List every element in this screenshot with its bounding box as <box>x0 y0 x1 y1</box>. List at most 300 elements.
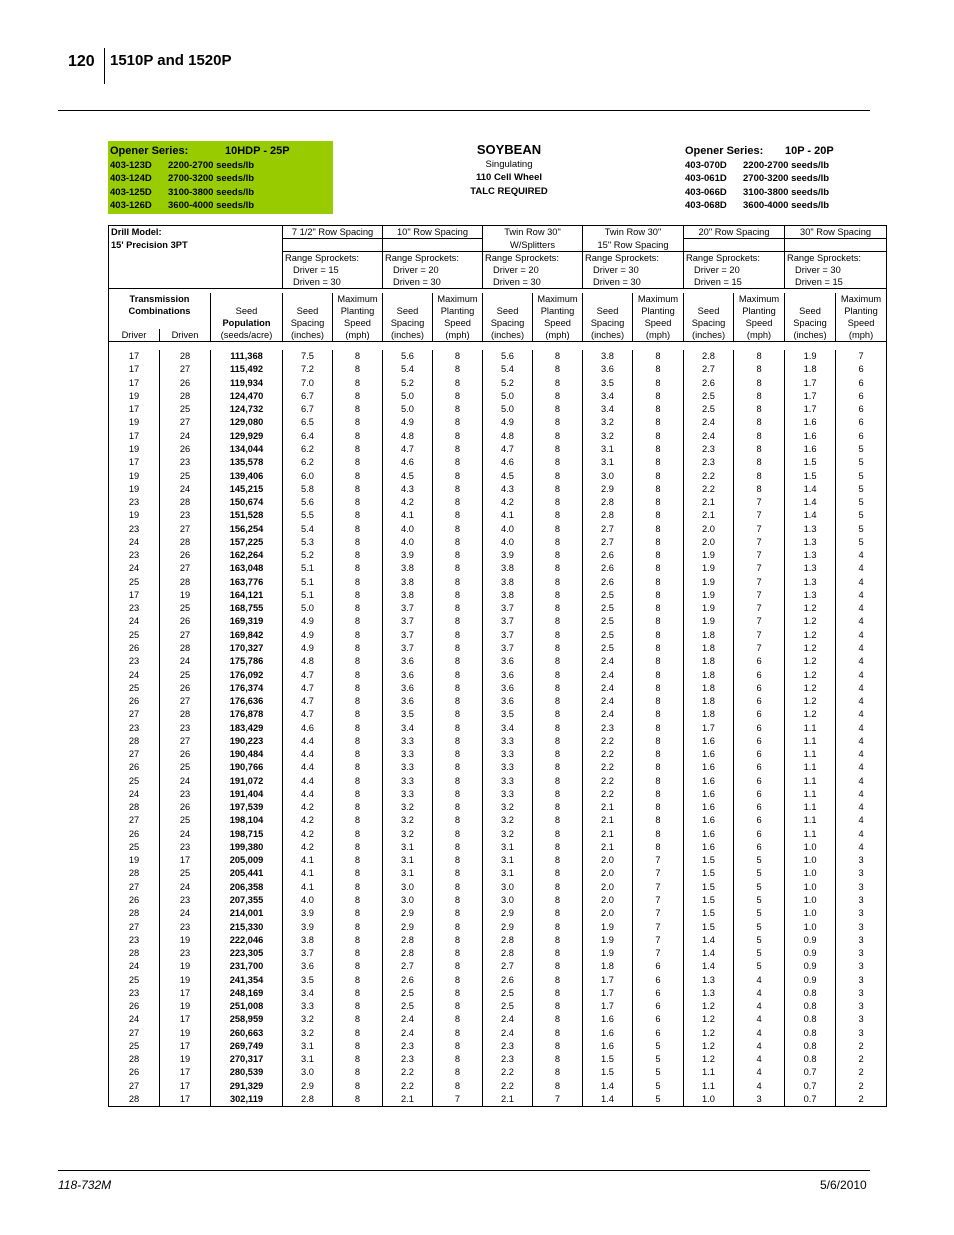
table-cell: 28 <box>109 946 160 959</box>
table-cell: 8 <box>734 482 785 495</box>
table-cell: 4.1 <box>483 509 533 522</box>
table-cell: 3.8 <box>483 562 533 575</box>
table-cell: 2.1 <box>684 495 734 508</box>
table-cell: 3.2 <box>583 416 633 429</box>
table-cell: 3.5 <box>383 708 433 721</box>
seed-population-cell: 231,700 <box>211 960 283 973</box>
table-cell: 8 <box>433 350 483 363</box>
right-part: 403-068D <box>685 199 727 211</box>
table-cell: 1.5 <box>684 880 734 893</box>
table-cell: 8 <box>433 495 483 508</box>
table-cell: 1.0 <box>684 1092 734 1106</box>
table-cell: 2.4 <box>684 416 734 429</box>
table-cell: 1.8 <box>684 708 734 721</box>
page-number: 120 <box>68 53 95 70</box>
table-cell: 5 <box>836 535 887 548</box>
table-row <box>109 509 887 522</box>
table-cell: 8 <box>333 946 383 959</box>
table-cell: 8 <box>333 960 383 973</box>
table-cell: 2.7 <box>684 363 734 376</box>
table-cell: 4 <box>734 973 785 986</box>
seed-population-cell: 111,368 <box>211 350 283 363</box>
seed-spacing-header: Seed <box>785 305 836 317</box>
seed-population-cell: 115,492 <box>211 363 283 376</box>
table-cell: 27 <box>109 1079 160 1092</box>
seed-population-cell: 223,305 <box>211 946 283 959</box>
table-cell: 3.1 <box>483 867 533 880</box>
table-cell: 1.7 <box>785 376 836 389</box>
table-cell: 25 <box>109 973 160 986</box>
table-cell: 24 <box>109 668 160 681</box>
table-cell: 8 <box>333 522 383 535</box>
table-cell: 6 <box>836 389 887 402</box>
table-cell: 8 <box>533 469 583 482</box>
table-cell: 8 <box>433 774 483 787</box>
table-cell: 1.6 <box>684 840 734 853</box>
table-cell: 1.1 <box>785 721 836 734</box>
table-cell: 19 <box>109 469 160 482</box>
left-desc: 3600-4000 seeds/lb <box>168 199 255 211</box>
table-cell: 17 <box>160 1013 211 1026</box>
table-cell: 26 <box>160 548 211 561</box>
table-cell: 8 <box>433 787 483 800</box>
seed-spacing-header: Spacing <box>283 317 333 329</box>
seed-population-cell: 151,528 <box>211 509 283 522</box>
table-cell: 27 <box>109 920 160 933</box>
table-cell: 8 <box>633 747 684 760</box>
table-cell: 1.2 <box>785 628 836 641</box>
table-cell: 8 <box>333 907 383 920</box>
table-cell: 1.4 <box>583 1092 633 1106</box>
table-cell: 1.5 <box>583 1066 633 1079</box>
table-cell: 3.6 <box>383 668 433 681</box>
seed-population-cell: 168,755 <box>211 602 283 615</box>
combinations-header: Combinations <box>109 305 211 317</box>
seed-population-cell: 124,470 <box>211 389 283 402</box>
table-cell: 19 <box>160 933 211 946</box>
table-cell: 1.8 <box>684 628 734 641</box>
table-cell: 8 <box>533 774 583 787</box>
table-cell: 2.3 <box>483 1053 533 1066</box>
table-cell: 7 <box>734 535 785 548</box>
table-cell: 8 <box>333 694 383 707</box>
table-cell: 8 <box>533 548 583 561</box>
table-cell: 1.6 <box>684 734 734 747</box>
table-cell: 8 <box>433 973 483 986</box>
table-cell: 8 <box>533 628 583 641</box>
seed-population-cell: 214,001 <box>211 907 283 920</box>
table-cell: 8 <box>533 1000 583 1013</box>
table-cell: 1.2 <box>684 1026 734 1039</box>
table-cell: 4 <box>836 602 887 615</box>
table-row <box>109 1066 887 1079</box>
population-unit-header: (seeds/acre) <box>211 329 283 342</box>
table-cell: 2.5 <box>583 588 633 601</box>
table-row <box>109 933 887 946</box>
table-cell: 8 <box>333 827 383 840</box>
table-cell: 4 <box>836 734 887 747</box>
table-row <box>109 734 887 747</box>
table-cell: 5 <box>836 442 887 455</box>
table-cell: 24 <box>160 827 211 840</box>
table-cell: 27 <box>160 694 211 707</box>
table-cell: 3.6 <box>483 668 533 681</box>
table-cell: 8 <box>433 694 483 707</box>
table-cell: 2.0 <box>583 880 633 893</box>
table-cell: 27 <box>109 880 160 893</box>
table-cell: 4 <box>836 814 887 827</box>
table-cell: 1.3 <box>785 588 836 601</box>
table-cell: 4.5 <box>483 469 533 482</box>
table-cell: 1.0 <box>785 893 836 906</box>
table-cell: 8 <box>333 920 383 933</box>
table-cell: 1.4 <box>785 509 836 522</box>
table-cell: 1.6 <box>785 429 836 442</box>
table-cell: 2.4 <box>684 429 734 442</box>
table-cell: 4.2 <box>283 840 333 853</box>
table-cell: 0.7 <box>785 1092 836 1106</box>
drill-model: 15' Precision 3PT <box>109 239 283 252</box>
table-cell: 3.1 <box>383 867 433 880</box>
table-cell: 1.2 <box>684 1013 734 1026</box>
table-cell: 8 <box>433 1039 483 1052</box>
range-sprockets-label: Range Sprockets: <box>483 251 583 264</box>
table-row <box>109 535 887 548</box>
max-speed-header: Maximum <box>333 293 383 305</box>
table-cell: 1.3 <box>785 562 836 575</box>
table-cell: 3.7 <box>483 602 533 615</box>
table-cell: 5 <box>633 1092 684 1106</box>
table-cell: 8 <box>333 747 383 760</box>
table-cell: 3 <box>836 973 887 986</box>
seed-spacing-unit: (inches) <box>483 329 533 342</box>
table-cell: 7 <box>734 522 785 535</box>
table-cell: 3.0 <box>483 880 533 893</box>
right-desc: 2200-2700 seeds/lb <box>743 160 830 171</box>
table-cell: 0.8 <box>785 1039 836 1052</box>
table-cell: 7 <box>734 562 785 575</box>
table-cell: 2.5 <box>383 986 433 999</box>
table-cell: 3.6 <box>483 681 533 694</box>
table-cell: 2.6 <box>583 575 633 588</box>
table-cell: 1.6 <box>684 787 734 800</box>
table-row <box>109 469 887 482</box>
table-cell: 1.7 <box>583 973 633 986</box>
table-cell: 1.9 <box>583 933 633 946</box>
table-cell: 2.8 <box>283 1092 333 1106</box>
table-cell: 19 <box>109 509 160 522</box>
table-cell: 24 <box>109 787 160 800</box>
table-cell: 4 <box>836 774 887 787</box>
table-cell: 0.8 <box>785 1053 836 1066</box>
seed-population-cell: 175,786 <box>211 655 283 668</box>
table-cell: 8 <box>633 787 684 800</box>
table-cell: 1.5 <box>684 920 734 933</box>
table-cell: 8 <box>633 562 684 575</box>
table-cell: 8 <box>533 495 583 508</box>
table-cell: 1.9 <box>785 350 836 363</box>
table-cell: 1.4 <box>785 495 836 508</box>
spacing-sub: W/Splitters <box>483 239 583 252</box>
blank-cell <box>109 317 211 329</box>
table-cell: 5 <box>734 854 785 867</box>
table-cell: 1.2 <box>684 1053 734 1066</box>
table-cell: 19 <box>160 1000 211 1013</box>
driver-sprocket: Driver = 20 <box>483 264 583 276</box>
table-row <box>109 827 887 840</box>
seed-population-cell: 191,072 <box>211 774 283 787</box>
table-cell: 1.4 <box>684 933 734 946</box>
table-cell: 2.2 <box>583 761 633 774</box>
table-cell: 1.0 <box>785 880 836 893</box>
table-cell: 3.3 <box>283 1000 333 1013</box>
table-cell: 3.2 <box>283 1013 333 1026</box>
table-cell: 1.9 <box>583 920 633 933</box>
table-cell: 23 <box>160 946 211 959</box>
table-cell: 3.7 <box>483 628 533 641</box>
table-cell: 6 <box>734 694 785 707</box>
table-cell: 3 <box>836 946 887 959</box>
table-cell: 2.5 <box>684 389 734 402</box>
table-cell: 3.1 <box>283 1053 333 1066</box>
table-row <box>109 893 887 906</box>
table-cell: 2.9 <box>283 1079 333 1092</box>
table-cell: 8 <box>533 442 583 455</box>
table-cell: 2.8 <box>483 933 533 946</box>
table-cell: 27 <box>160 416 211 429</box>
table-cell: 4.3 <box>483 482 533 495</box>
table-cell: 3.5 <box>483 708 533 721</box>
table-cell: 4.6 <box>483 456 533 469</box>
table-row <box>109 522 887 535</box>
table-cell: 8 <box>333 403 383 416</box>
table-cell: 5 <box>734 893 785 906</box>
table-cell: 8 <box>333 1013 383 1026</box>
table-cell: 3.6 <box>283 960 333 973</box>
table-cell: 8 <box>533 1053 583 1066</box>
table-cell: 5.0 <box>383 389 433 402</box>
table-cell: 3 <box>836 933 887 946</box>
seed-population-cell: 206,358 <box>211 880 283 893</box>
table-cell: 8 <box>533 734 583 747</box>
seed-spacing-header: Spacing <box>383 317 433 329</box>
table-cell: 17 <box>109 403 160 416</box>
table-cell: 6.7 <box>283 389 333 402</box>
table-cell: 8 <box>533 562 583 575</box>
table-cell: 1.5 <box>684 893 734 906</box>
table-cell: 4 <box>836 575 887 588</box>
table-cell: 3.8 <box>383 575 433 588</box>
table-cell: 7 <box>633 933 684 946</box>
max-speed-header: Maximum <box>836 293 887 305</box>
spacing-sub <box>383 239 483 252</box>
table-cell: 8 <box>533 350 583 363</box>
table-cell: 8 <box>333 787 383 800</box>
table-cell: 28 <box>109 734 160 747</box>
table-cell: 8 <box>533 840 583 853</box>
table-cell: 1.8 <box>684 681 734 694</box>
table-cell: 3 <box>836 893 887 906</box>
table-cell: 5.0 <box>483 403 533 416</box>
seed-population-cell: 169,319 <box>211 615 283 628</box>
range-sprockets-label: Range Sprockets: <box>383 251 483 264</box>
spacing-header: Twin Row 30" <box>483 226 583 239</box>
table-cell: 3.1 <box>283 1039 333 1052</box>
table-cell: 24 <box>109 960 160 973</box>
table-cell: 1.6 <box>684 814 734 827</box>
table-cell: 1.8 <box>684 694 734 707</box>
table-cell: 3.8 <box>483 575 533 588</box>
table-cell: 26 <box>160 442 211 455</box>
table-cell: 3.1 <box>583 456 633 469</box>
table-cell: 28 <box>160 641 211 654</box>
table-cell: 4.1 <box>383 509 433 522</box>
table-cell: 25 <box>109 1039 160 1052</box>
table-cell: 4 <box>836 827 887 840</box>
driven-sprocket: Driven = 30 <box>483 276 583 289</box>
table-cell: 3.1 <box>383 854 433 867</box>
table-cell: 8 <box>433 1000 483 1013</box>
table-cell: 4.2 <box>283 827 333 840</box>
table-cell: 2.0 <box>583 867 633 880</box>
table-cell: 8 <box>633 655 684 668</box>
table-row <box>109 960 887 973</box>
table-cell: 27 <box>160 363 211 376</box>
table-cell: 6 <box>734 655 785 668</box>
table-cell: 1.7 <box>785 403 836 416</box>
left-part: 403-126D <box>110 199 152 211</box>
table-cell: 2.2 <box>684 482 734 495</box>
table-cell: 27 <box>109 708 160 721</box>
max-speed-header: Maximum <box>633 293 684 305</box>
table-cell: 8 <box>633 774 684 787</box>
table-cell: 8 <box>333 655 383 668</box>
table-cell: 8 <box>633 482 684 495</box>
table-cell: 8 <box>533 708 583 721</box>
table-cell: 2.4 <box>483 1013 533 1026</box>
table-cell: 8 <box>533 893 583 906</box>
seed-spacing-unit: (inches) <box>383 329 433 342</box>
table-cell: 3.2 <box>383 814 433 827</box>
table-cell: 8 <box>633 827 684 840</box>
table-cell: 8 <box>333 469 383 482</box>
table-cell: 8 <box>533 575 583 588</box>
seed-population-cell: 241,354 <box>211 973 283 986</box>
table-cell: 1.3 <box>785 548 836 561</box>
table-cell: 8 <box>433 376 483 389</box>
table-cell: 8 <box>433 1079 483 1092</box>
table-cell: 3.4 <box>283 986 333 999</box>
table-cell: 2.6 <box>583 562 633 575</box>
table-cell: 8 <box>533 681 583 694</box>
table-cell: 1.3 <box>785 522 836 535</box>
table-cell: 19 <box>160 973 211 986</box>
table-cell: 4.6 <box>383 456 433 469</box>
table-cell: 3.5 <box>283 973 333 986</box>
max-speed-unit: (mph) <box>333 329 383 342</box>
table-cell: 27 <box>109 747 160 760</box>
table-cell: 6.4 <box>283 429 333 442</box>
table-cell: 28 <box>160 708 211 721</box>
table-cell: 3.7 <box>383 641 433 654</box>
spacing-sub <box>283 239 383 252</box>
table-cell: 17 <box>109 350 160 363</box>
table-cell: 8 <box>433 442 483 455</box>
driver-sprocket: Driver = 15 <box>283 264 383 276</box>
max-speed-header: Maximum <box>533 293 583 305</box>
table-cell: 8 <box>333 535 383 548</box>
table-cell: 2.2 <box>583 747 633 760</box>
seed-population-cell: 157,225 <box>211 535 283 548</box>
seed-population-cell: 190,223 <box>211 734 283 747</box>
table-cell: 2.8 <box>684 350 734 363</box>
table-cell: 8 <box>533 986 583 999</box>
table-cell: 1.4 <box>684 960 734 973</box>
seed-population-cell: 162,264 <box>211 548 283 561</box>
table-cell: 1.2 <box>785 708 836 721</box>
table-cell: 8 <box>633 535 684 548</box>
table-cell: 8 <box>433 602 483 615</box>
table-cell: 25 <box>109 628 160 641</box>
range-sprockets-label: Range Sprockets: <box>283 251 383 264</box>
table-cell: 3.2 <box>483 801 533 814</box>
table-cell: 2.3 <box>684 456 734 469</box>
table-cell: 8 <box>533 668 583 681</box>
table-cell: 7 <box>633 907 684 920</box>
table-cell: 5 <box>734 920 785 933</box>
table-cell: 8 <box>333 880 383 893</box>
table-cell: 24 <box>160 774 211 787</box>
table-cell: 5 <box>836 482 887 495</box>
table-cell: 8 <box>734 350 785 363</box>
table-cell: 2.5 <box>583 602 633 615</box>
table-cell: 8 <box>433 814 483 827</box>
seed-population-cell: 176,636 <box>211 694 283 707</box>
table-cell: 6 <box>633 986 684 999</box>
table-row <box>109 363 887 376</box>
table-row <box>109 721 887 734</box>
right-part: 403-070D <box>685 160 727 171</box>
left-desc: 3100-3800 seeds/lb <box>168 186 255 198</box>
table-cell: 2.4 <box>483 1026 533 1039</box>
table-row <box>109 1039 887 1052</box>
table-cell: 4.2 <box>283 801 333 814</box>
table-cell: 7 <box>734 602 785 615</box>
table-cell: 8 <box>533 880 583 893</box>
table-row <box>109 416 887 429</box>
seed-population-cell: 207,355 <box>211 893 283 906</box>
table-cell: 8 <box>533 946 583 959</box>
table-cell: 8 <box>633 403 684 416</box>
table-cell: 8 <box>633 734 684 747</box>
table-cell: 8 <box>433 933 483 946</box>
table-cell: 8 <box>433 588 483 601</box>
seed-population-cell: 164,121 <box>211 588 283 601</box>
table-cell: 8 <box>433 641 483 654</box>
blank-cell <box>283 293 333 305</box>
table-cell: 28 <box>160 535 211 548</box>
table-cell: 3.1 <box>383 840 433 853</box>
table-cell: 3.3 <box>483 774 533 787</box>
table-cell: 7 <box>734 548 785 561</box>
table-row <box>109 1026 887 1039</box>
table-cell: 8 <box>333 1092 383 1106</box>
table-cell: 4.0 <box>383 535 433 548</box>
table-cell: 2 <box>836 1079 887 1092</box>
table-cell: 3.7 <box>383 628 433 641</box>
table-cell: 8 <box>633 602 684 615</box>
table-cell: 25 <box>160 469 211 482</box>
